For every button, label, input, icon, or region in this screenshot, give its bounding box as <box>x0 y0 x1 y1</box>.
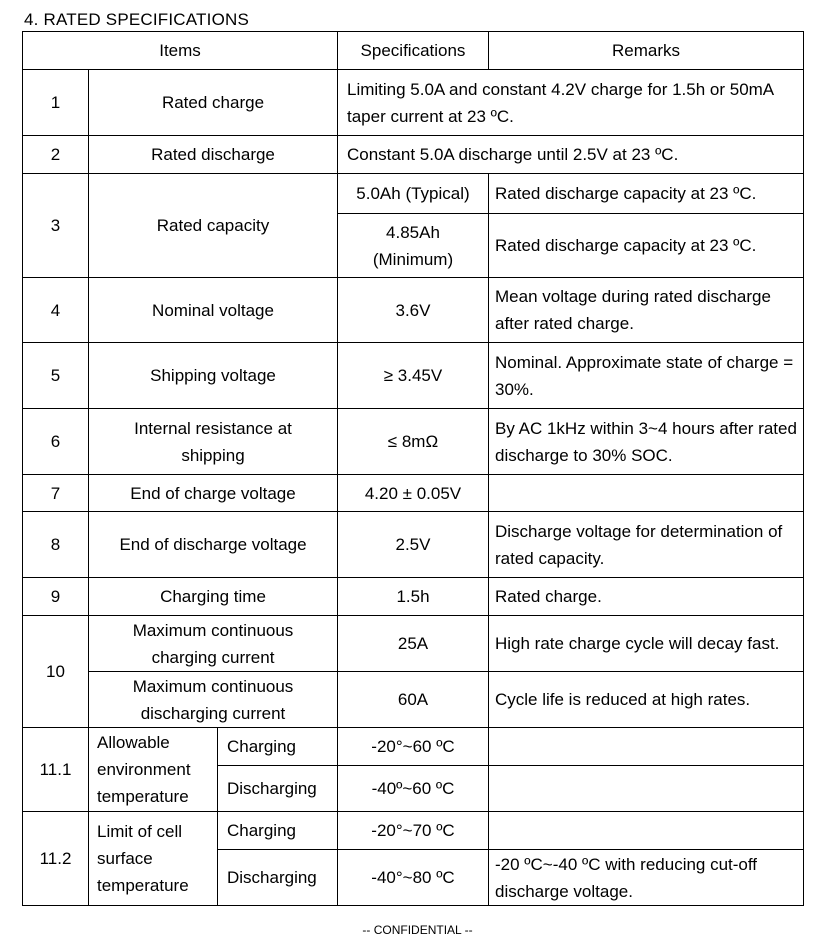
spec-value: 2.5V <box>338 512 489 578</box>
remark-text: Mean voltage during rated discharge after rated charge. <box>489 278 804 343</box>
sub-item-label: Charging <box>218 812 338 850</box>
row-number: 5 <box>23 343 89 409</box>
spec-value: 4.20 ± 0.05V <box>338 475 489 512</box>
row-number: 11.1 <box>23 728 89 812</box>
item-label: Charging time <box>89 578 338 616</box>
spec-value: ≥ 3.45V <box>338 343 489 409</box>
table-row <box>23 475 804 512</box>
remark-text: Rated discharge capacity at 23 ºC. <box>489 174 804 214</box>
table-row <box>23 409 804 475</box>
sub-item-label: Charging <box>218 728 338 766</box>
header-specifications: Specifications <box>338 32 489 70</box>
spec-value: 25A <box>338 616 489 672</box>
item-label: Maximum continuous charging current <box>89 616 338 672</box>
row-number: 3 <box>23 174 89 278</box>
header-remarks: Remarks <box>489 32 804 70</box>
spec-value: -40º~60 ºC <box>338 766 489 812</box>
table-row <box>23 512 804 578</box>
item-label: Rated charge <box>89 70 338 136</box>
table-row <box>23 616 804 672</box>
item-label: Shipping voltage <box>89 343 338 409</box>
sub-item-label: Discharging <box>218 850 338 906</box>
item-label: Allowable environment temperature <box>89 728 218 812</box>
table-row <box>23 136 804 174</box>
table-row <box>23 812 804 850</box>
row-number: 10 <box>23 616 89 728</box>
row-number: 7 <box>23 475 89 512</box>
spec-value: -40°~80 ºC <box>338 850 489 906</box>
row-number: 6 <box>23 409 89 475</box>
remark-text: Cycle life is reduced at high rates. <box>489 672 804 728</box>
remark-text <box>489 475 804 512</box>
spec-value: 60A <box>338 672 489 728</box>
remark-text: Discharge voltage for determination of rated capacity. <box>489 512 804 578</box>
header-items: Items <box>23 32 338 70</box>
row-number: 2 <box>23 136 89 174</box>
table-row <box>23 578 804 616</box>
remark-text: -20 ºC~-40 ºC with reducing cut-off discharge voltage. <box>489 850 804 906</box>
item-label: Nominal voltage <box>89 278 338 343</box>
row-number: 4 <box>23 278 89 343</box>
row-number: 8 <box>23 512 89 578</box>
item-label: Limit of cell surface temperature <box>89 812 218 906</box>
item-label: End of discharge voltage <box>89 512 338 578</box>
row-number: 9 <box>23 578 89 616</box>
remark-text: By AC 1kHz within 3~4 hours after rated discharge to 30% SOC. <box>489 409 804 475</box>
spec-value: ≤ 8mΩ <box>338 409 489 475</box>
spec-value: 1.5h <box>338 578 489 616</box>
confidential-footer: -- CONFIDENTIAL -- <box>362 923 473 937</box>
row-number: 1 <box>23 70 89 136</box>
remark-text: Rated charge. <box>489 578 804 616</box>
spec-value: 3.6V <box>338 278 489 343</box>
spec-value: Constant 5.0A discharge until 2.5V at 23 ºC. <box>338 136 804 174</box>
table-row <box>23 174 804 214</box>
remark-text <box>489 812 804 850</box>
remark-text: Rated discharge capacity at 23 ºC. <box>489 214 804 278</box>
table-row <box>23 728 804 766</box>
item-label: End of charge voltage <box>89 475 338 512</box>
remark-text: Nominal. Approximate state of charge = 30%. <box>489 343 804 409</box>
item-label: Internal resistance at shipping <box>89 409 338 475</box>
item-label: Rated capacity <box>89 174 338 278</box>
spec-value: -20°~70 ºC <box>338 812 489 850</box>
rated-specifications-table <box>22 31 804 906</box>
sub-item-label: Discharging <box>218 766 338 812</box>
table-row <box>23 70 804 136</box>
table-header-row <box>23 32 804 70</box>
table-row <box>23 343 804 409</box>
remark-text: High rate charge cycle will decay fast. <box>489 616 804 672</box>
remark-text <box>489 728 804 766</box>
item-label: Maximum continuous discharging current <box>89 672 338 728</box>
row-number: 11.2 <box>23 812 89 906</box>
item-label: Rated discharge <box>89 136 338 174</box>
table-row <box>23 278 804 343</box>
spec-value: Limiting 5.0A and constant 4.2V charge for 1.5h or 50mA taper current at 23 ºC. <box>338 70 804 136</box>
remark-text <box>489 766 804 812</box>
spec-value: 5.0Ah (Typical) <box>338 174 489 214</box>
section-title: 4. RATED SPECIFICATIONS <box>24 10 250 29</box>
table-row <box>23 672 804 728</box>
spec-value: -20°~60 ºC <box>338 728 489 766</box>
spec-value: 4.85Ah (Minimum) <box>338 214 489 278</box>
